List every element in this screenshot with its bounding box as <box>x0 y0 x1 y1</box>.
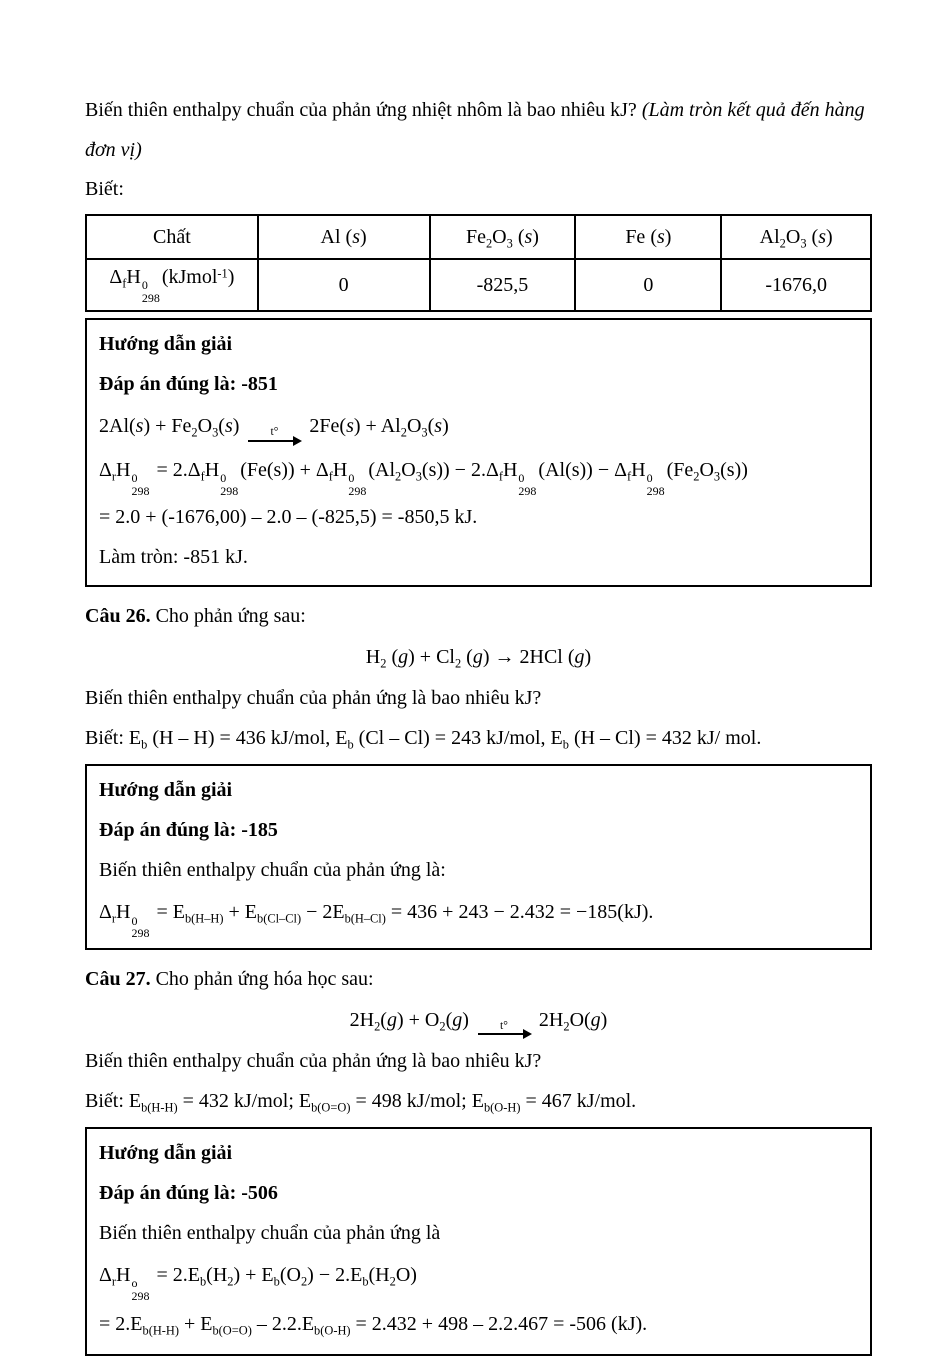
enthalpy-data-table <box>85 214 872 312</box>
q27-prompt: Cho phản ứng hóa học sau: <box>150 967 374 990</box>
reaction-arrow-icon: t° <box>248 426 300 445</box>
q26-given: Biết: $E_b$ (H – H) = 436 kJ/mol, $E_b$ (Cl – Cl) = 243 kJ/mol, $E_b$ (H – Cl) = 432 kJ/ mol. <box>85 727 762 752</box>
solution1-enthalpy-formula: $\Delta_rH$ 0 298 = $2.\Delta_fH$ 0 298 $(Fe(s)) + \Delta_fH$ 0 298 $(Al_2O_3(s)) - 2.\Delta_fH$ 0 298 $(Al(s)) - \Delta_fH$ 0 298 $(Fe_2O_3(s))$ <box>99 459 748 498</box>
solution1-answer: Đáp án đúng là: -851 <box>99 373 278 395</box>
solution2-title: Hướng dẫn giải <box>99 779 233 802</box>
header-cell-al2o3: $Al_2O_3$ (s) <box>721 215 871 259</box>
q26-prompt: Cho phản ứng sau: <box>150 605 306 628</box>
value-fe2o3: -825,5 <box>430 259 576 311</box>
header-cell-fe2o3: $Fe_2O_3$ (s) <box>430 215 576 259</box>
q26-question: Biến thiên enthalpy chuẩn của phản ứng là bao nhiêu kJ? <box>85 687 542 710</box>
q27-question: Biến thiên enthalpy chuẩn của phản ứng là bao nhiêu kJ? <box>85 1049 542 1072</box>
reaction-arrow-icon: t° <box>478 1020 530 1039</box>
table-value-row <box>86 259 871 311</box>
q26-equation: $H_2$ $(g) + Cl_2$ (g) → 2HCl (g) <box>365 646 592 671</box>
q27-heading <box>85 959 872 999</box>
solution3-intro: Biến thiên enthalpy chuẩn của phản ứng là <box>99 1221 441 1244</box>
row-label-enthalpy: $\Delta_fH$ 0 298 (kJmol$^{-1}$) <box>86 259 258 311</box>
value-fe: 0 <box>575 259 721 311</box>
intro-question-text: Biến thiên enthalpy chuẩn của phản ứng nhiệt nhôm là bao nhiêu kJ? <box>85 99 642 121</box>
given-label: Biết: <box>85 178 124 200</box>
intro-rounding-note: (Làm tròn kết quả đến hàng đơn vị) <box>85 99 865 161</box>
solution-box-3 <box>85 1127 872 1356</box>
solution3-answer: Đáp án đúng là: -506 <box>99 1181 278 1204</box>
header-cell-al: Al (s) <box>258 215 430 259</box>
value-al: 0 <box>258 259 430 311</box>
q27-given: Biết: $E_{b(H-H)} = 432$ kJ/mol; $E_{b(O=O)} = 498$ kJ/mol; $E_{b(O-H)} = 467$ kJ/mol. <box>85 1089 637 1115</box>
table-header-row <box>86 215 871 259</box>
solution3-formula-2: = $2.E_{b(H-H)} + E_{b(O=O)} - 2.2.E_{b(O-H)} = 2.432 + 498 - 2.2.467 = -506$ (kJ). <box>99 1313 648 1338</box>
q26-label: Câu 26. <box>85 605 151 628</box>
solution1-reaction-equation: $2Al(s) + Fe_2O_3(s)$ t° $2Fe(s) + Al_2O_3(s)$ <box>99 404 858 448</box>
header-cell-fe: Fe (s) <box>575 215 721 259</box>
solution3-formula-1: $\Delta_rH$ o 298 = $2.E_b(H_2) + E_b(O_2) - 2.E_b(H_2O)$ <box>99 1263 417 1303</box>
value-al2o3: -1676,0 <box>721 259 871 311</box>
intro-question <box>85 90 872 170</box>
solution1-rounding: Làm tròn: -851 kJ. <box>99 546 248 569</box>
solution-box-2 <box>85 764 872 949</box>
solution2-formula: $\Delta_rH$ 0 298 = $E_{b(H-H)} + E_{b(Cl-Cl)} - 2E_{b(H-Cl)} = 436 + 243 - 2.432 = -185(kJ)$. <box>99 901 654 941</box>
solution2-answer: Đáp án đúng là: -185 <box>99 819 278 842</box>
solution2-intro: Biến thiên enthalpy chuẩn của phản ứng là: <box>99 859 446 882</box>
solution-box-1 <box>85 318 872 587</box>
q27-label: Câu 27. <box>85 967 151 990</box>
q26-heading <box>85 596 872 636</box>
q27-equation: $2H_2(g) + O_2(g)$ t° $2H_2O(g)$ <box>85 999 872 1041</box>
header-cell-substance: Chất <box>86 215 258 259</box>
solution1-title: Hướng dẫn giải <box>99 333 233 355</box>
solution1-calculation: = 2.0 + (-1676,00) – 2.0 – (-825,5) = -850,5 kJ. <box>99 506 478 529</box>
solution3-title: Hướng dẫn giải <box>99 1141 233 1164</box>
